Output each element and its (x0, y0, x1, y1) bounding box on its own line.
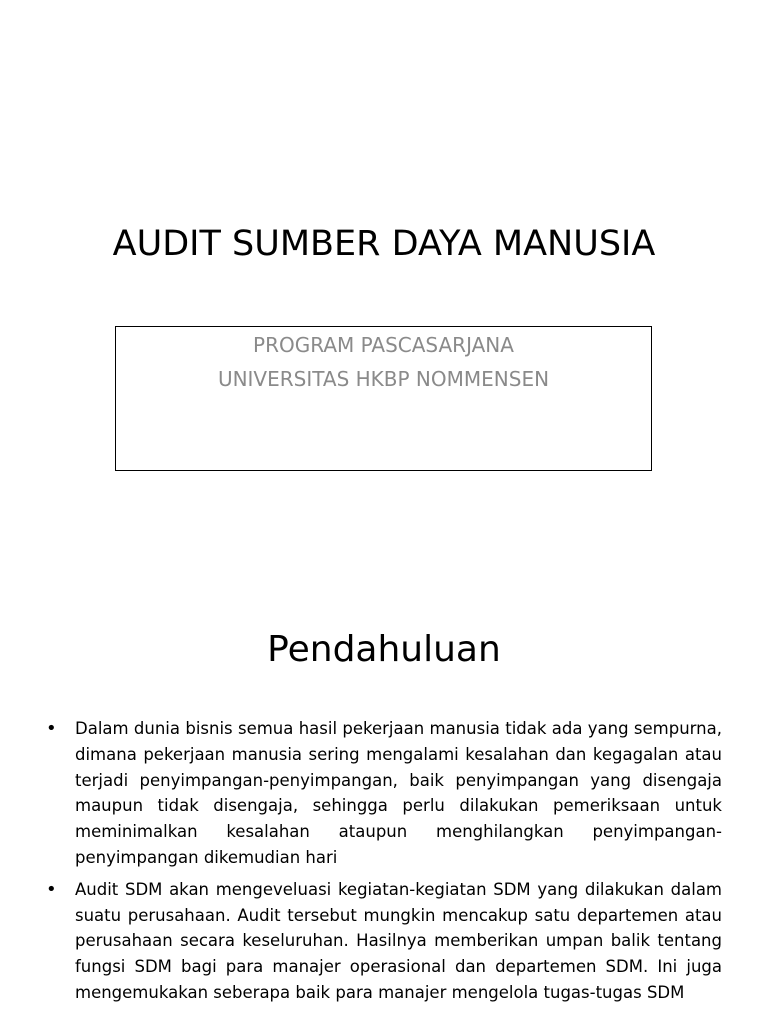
subtitle-placeholder-box[interactable] (115, 326, 652, 471)
subtitle-line-program: PROGRAM PASCASARJANA (253, 333, 514, 357)
bullet-item (46, 877, 722, 1006)
slide-title: AUDIT SUMBER DAYA MANUSIA (112, 224, 656, 264)
content-slide (0, 576, 768, 1024)
slide-heading: Pendahuluan (267, 629, 501, 670)
bullet-list (46, 716, 722, 1012)
subtitle-line-university: UNIVERSITAS HKBP NOMMENSEN (217, 367, 550, 391)
bullet-item (46, 716, 722, 871)
bullet-text: Dalam dunia bisnis semua hasil pekerjaan manusia tidak ada yang sempurna, dimana pekerjaan manusia sering mengalami kesalahan dan kegagalan atau terjadi penyimpangan-penyimpangan, baik penyimpangan yang disengaja maupun tidak disengaja, sehingga perlu dilakukan pemeriksaan untuk meminimalkan kesalahan ataupun menghilangkan penyimpangan-penyimpangan dikemudian hari (75, 719, 722, 867)
bullet-marker: • (46, 878, 57, 900)
bullet-marker: • (46, 718, 57, 739)
bullet-text: Audit SDM akan mengeveluasi kegiatan-kegiatan SDM yang dilakukan dalam suatu perusahaan. Audit tersebut mungkin mencakup satu departemen atau perusahaan secara keseluruhan. Hasilnya memberikan umpan balik tentang fungsi SDM bagi para manajer operasional dan departemen SDM. Ini juga mengemukakan seberapa baik para manajer mengelola tugas-tugas SDM (75, 879, 722, 1002)
